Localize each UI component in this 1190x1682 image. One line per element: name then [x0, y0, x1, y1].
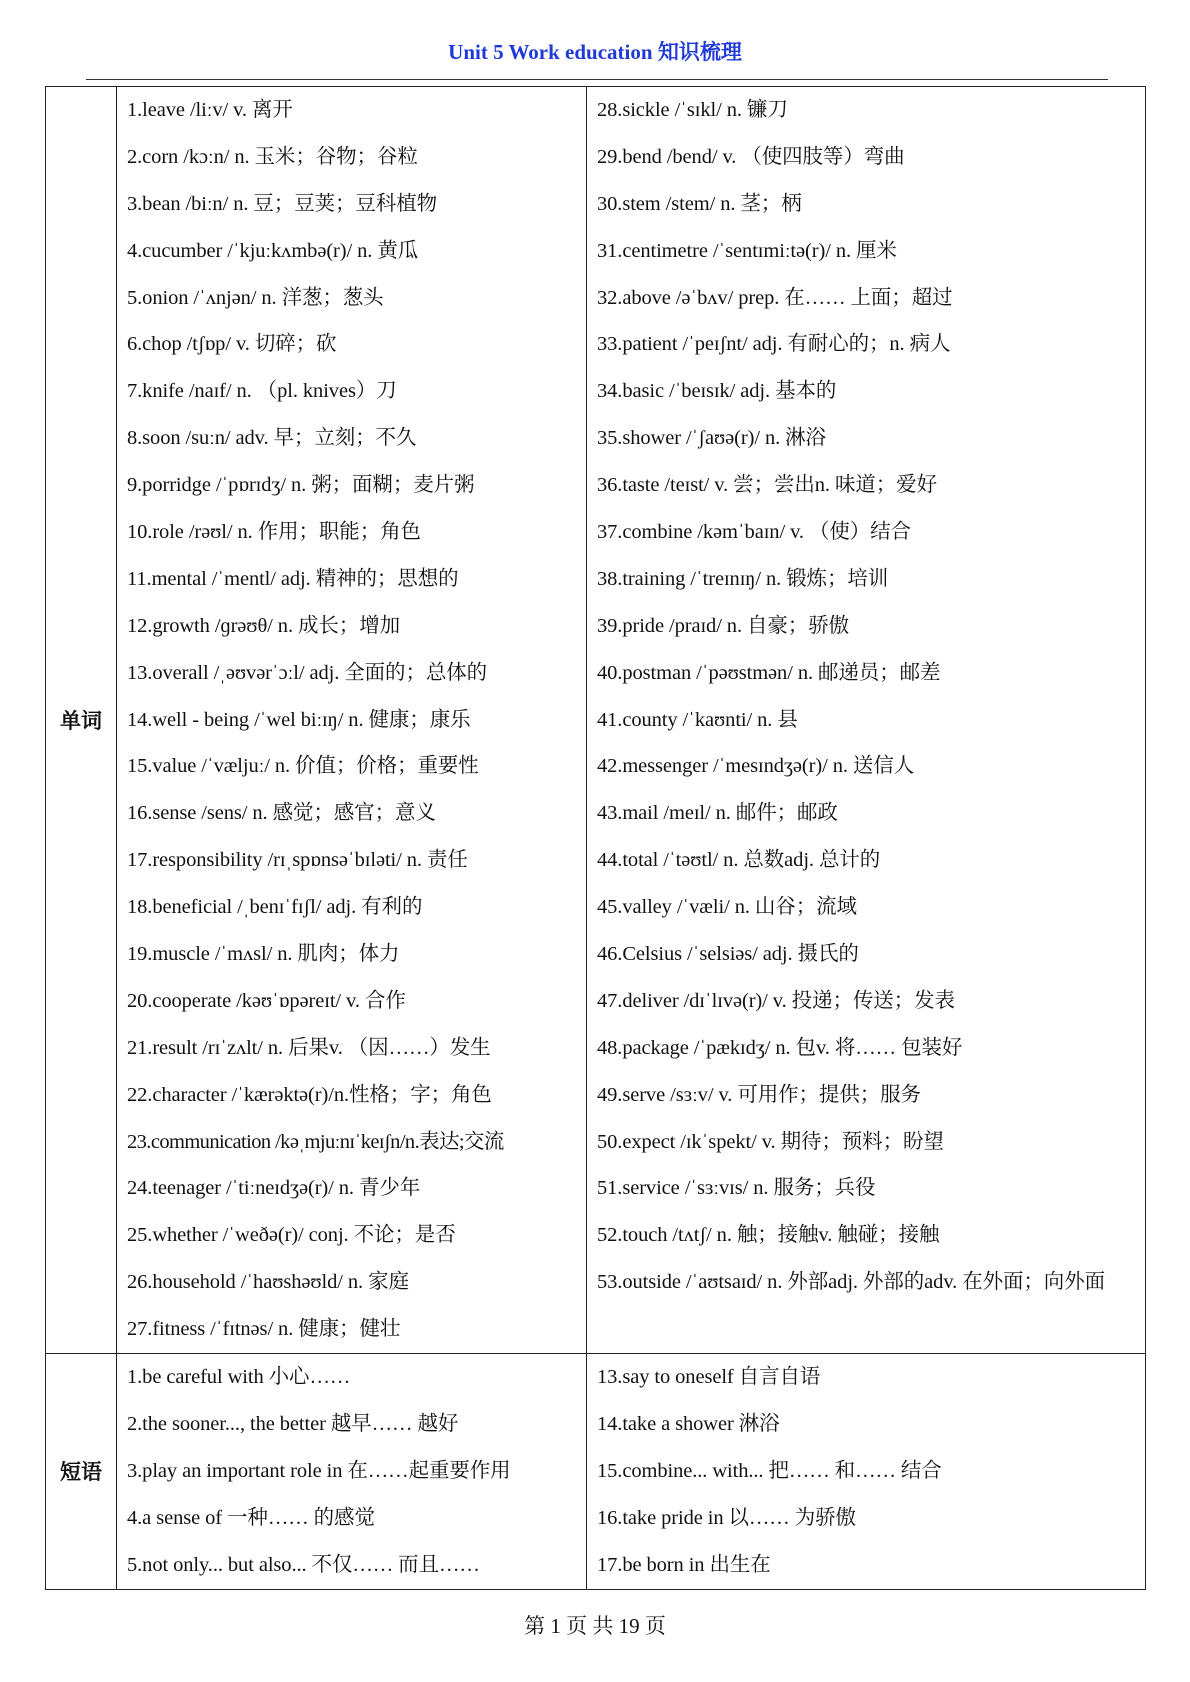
word-entry: 20.cooperate /kəʊˈɒpəreɪt/ v. 合作 — [127, 989, 406, 1012]
word-entry: 13.overall /ˌəʊvərˈɔːl/ adj. 全面的；总体的 — [127, 661, 488, 684]
word-entry: 53.outside /ˈaʊtsaɪd/ n. 外部adj. 外部的adv. 在外面；向外面 — [597, 1271, 1105, 1294]
page-number: 第 1 页 共 19 页 — [524, 1614, 666, 1638]
word-entry: 2.corn /kɔːn/ n. 玉米；谷物；谷粒 — [127, 145, 418, 168]
word-entry: 50.expect /ɪkˈspekt/ v. 期待；预料；盼望 — [597, 1130, 944, 1153]
word-entry: 35.shower /ˈʃaʊə(r)/ n. 淋浴 — [597, 427, 826, 450]
phrase-entry: 3.play an important role in 在……起重要作用 — [127, 1459, 511, 1482]
word-entry: 11.mental /ˈmentl/ adj. 精神的；思想的 — [127, 567, 459, 590]
word-entry: 43.mail /meɪl/ n. 邮件；邮政 — [597, 802, 838, 825]
title-underline — [86, 79, 1108, 80]
word-entry: 14.well - being /ˈwel biːɪŋ/ n. 健康；康乐 — [127, 708, 471, 731]
phrase-entry: 5.not only... but also... 不仅…… 而且…… — [127, 1553, 480, 1576]
phrase-entry: 4.a sense of 一种…… 的感觉 — [127, 1506, 375, 1529]
word-entry: 44.total /ˈtəʊtl/ n. 总数adj. 总计的 — [597, 849, 881, 872]
word-entry: 37.combine /kəmˈbaɪn/ v. （使）结合 — [597, 521, 911, 544]
phrase-entry: 16.take pride in 以…… 为骄傲 — [597, 1506, 856, 1529]
word-entry: 36.taste /teɪst/ v. 尝；尝出n. 味道；爱好 — [597, 474, 937, 497]
phrase-entry: 15.combine... with... 把…… 和…… 结合 — [597, 1459, 942, 1482]
word-entry: 8.soon /suːn/ adv. 早；立刻；不久 — [127, 427, 417, 450]
word-entry: 49.serve /sɜːv/ v. 可用作；提供；服务 — [597, 1083, 921, 1106]
phrase-entry: 14.take a shower 淋浴 — [597, 1412, 780, 1435]
word-entry: 42.messenger /ˈmesɪndʒə(r)/ n. 送信人 — [597, 755, 915, 778]
word-entry: 4.cucumber /ˈkjuːkʌmbə(r)/ n. 黄瓜 — [127, 239, 419, 262]
word-entry: 52.touch /tʌtʃ/ n. 触；接触v. 触碰；接触 — [597, 1224, 940, 1247]
word-entry: 12.growth /ɡrəʊθ/ n. 成长；增加 — [127, 614, 400, 637]
word-entry: 9.porridge /ˈpɒrɪdʒ/ n. 粥；面糊；麦片粥 — [127, 474, 475, 497]
word-entry: 34.basic /ˈbeɪsɪk/ adj. 基本的 — [597, 380, 837, 403]
word-entry: 30.stem /stem/ n. 茎；柄 — [597, 192, 802, 215]
word-entry: 40.postman /ˈpəʊstmən/ n. 邮递员；邮差 — [597, 661, 941, 684]
word-entry: 15.value /ˈvæljuː/ n. 价值；价格；重要性 — [127, 755, 479, 778]
word-entry: 28.sickle /ˈsɪkl/ n. 镰刀 — [597, 99, 788, 121]
word-entry: 39.pride /praɪd/ n. 自豪；骄傲 — [597, 614, 850, 637]
words-right-column — [587, 87, 1146, 1354]
word-entry: 5.onion /ˈʌnjən/ n. 洋葱；葱头 — [127, 286, 384, 309]
word-entry: 18.beneficial /ˌbenɪˈfɪʃl/ adj. 有利的 — [127, 896, 423, 919]
word-entry: 24.teenager /ˈtiːneɪdʒə(r)/ n. 青少年 — [127, 1177, 421, 1200]
word-entry: 6.chop /tʃɒp/ v. 切碎；砍 — [127, 333, 337, 356]
phrases-left-column — [117, 1354, 587, 1589]
word-entry: 27.fitness /ˈfɪtnəs/ n. 健康；健壮 — [127, 1318, 401, 1341]
word-entry: 19.muscle /ˈmʌsl/ n. 肌肉；体力 — [127, 943, 400, 966]
word-entry: 46.Celsius /ˈselsiəs/ adj. 摄氏的 — [597, 943, 859, 966]
word-entry: 23.communication /kəˌmjuːnɪˈkeɪʃn/n.表达;交流 — [127, 1130, 504, 1153]
phrase-entry: 2.the sooner..., the better 越早…… 越好 — [127, 1412, 459, 1435]
phrases-category-label: 短语 — [46, 1354, 117, 1589]
words-left-column — [117, 87, 587, 1354]
word-entry: 45.valley /ˈvæli/ n. 山谷；流域 — [597, 896, 857, 919]
word-entry: 51.service /ˈsɜːvɪs/ n. 服务；兵役 — [597, 1177, 876, 1200]
phrases-right-column — [587, 1354, 1146, 1589]
word-entry: 25.whether /ˈweðə(r)/ conj. 不论；是否 — [127, 1224, 456, 1247]
word-entry: 1.leave /liːv/ v. 离开 — [127, 99, 293, 121]
word-entry: 17.responsibility /rɪˌspɒnsəˈbɪləti/ n. 责任 — [127, 849, 468, 872]
word-entry: 21.result /rɪˈzʌlt/ n. 后果v. （因……）发生 — [127, 1036, 491, 1059]
word-entry: 31.centimetre /ˈsentɪmiːtə(r)/ n. 厘米 — [597, 239, 897, 262]
word-entry: 7.knife /naɪf/ n. （pl. knives）刀 — [127, 380, 397, 403]
word-entry: 33.patient /ˈpeɪʃnt/ adj. 有耐心的；n. 病人 — [597, 333, 951, 356]
phrases-section-row — [46, 1354, 1146, 1589]
word-entry: 29.bend /bend/ v. （使四肢等）弯曲 — [597, 145, 905, 168]
page-title: Unit 5 Work education 知识梳理 — [448, 40, 742, 64]
phrase-entry: 1.be careful with 小心…… — [127, 1366, 351, 1389]
word-entry: 3.bean /biːn/ n. 豆；豆荚；豆科植物 — [127, 192, 438, 215]
words-section-row — [46, 87, 1146, 1354]
vocabulary-table — [45, 86, 1146, 1590]
word-entry: 16.sense /sens/ n. 感觉；感官；意义 — [127, 802, 436, 825]
words-category-label: 单词 — [46, 87, 117, 1354]
word-entry: 47.deliver /dɪˈlɪvə(r)/ v. 投递；传送；发表 — [597, 989, 955, 1012]
phrase-entry: 13.say to oneself 自言自语 — [597, 1366, 821, 1389]
word-entry: 32.above /əˈbʌv/ prep. 在…… 上面；超过 — [597, 286, 953, 309]
word-entry: 48.package /ˈpækɪdʒ/ n. 包v. 将…… 包装好 — [597, 1036, 963, 1059]
word-entry: 10.role /rəʊl/ n. 作用；职能；角色 — [127, 521, 421, 544]
word-entry: 26.household /ˈhaʊshəʊld/ n. 家庭 — [127, 1271, 409, 1294]
word-entry: 22.character /ˈkærəktə(r)/n.性格；字；角色 — [127, 1083, 492, 1106]
phrase-entry: 17.be born in 出生在 — [597, 1553, 771, 1576]
word-entry: 41.county /ˈkaʊnti/ n. 县 — [597, 708, 798, 731]
word-entry: 38.training /ˈtreɪnɪŋ/ n. 锻炼；培训 — [597, 567, 889, 590]
